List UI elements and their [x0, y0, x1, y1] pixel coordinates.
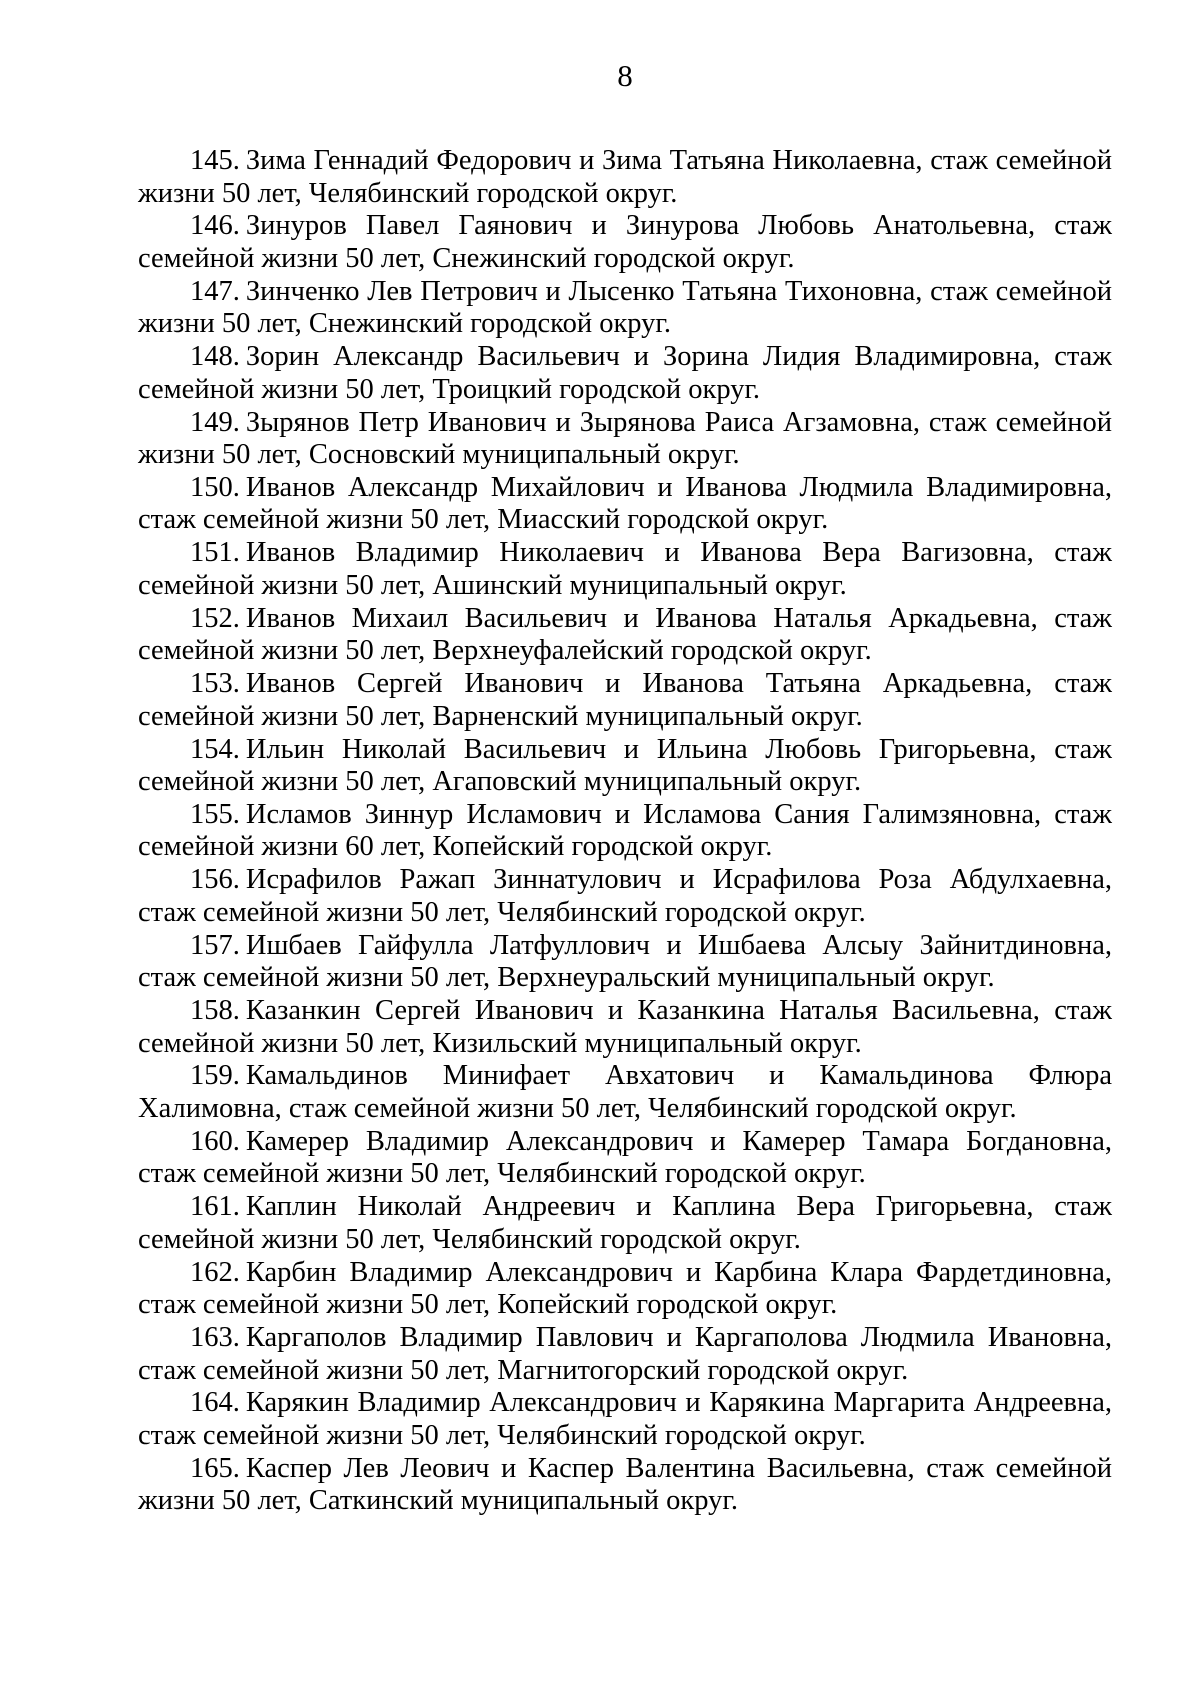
list-item — [138, 1060, 1112, 1125]
item-number: 148. — [190, 341, 240, 373]
item-number: 155. — [190, 798, 240, 830]
item-number: 153. — [190, 668, 240, 700]
item-text: Каплин Николай Андреевич и Каплина Вера Григорьевна, стаж семейной жизни 50 лет, Челябинский городской округ. — [138, 1191, 1112, 1255]
item-number: 152. — [190, 602, 240, 634]
item-number: 146. — [190, 210, 240, 242]
item-text: Зинуров Павел Гаянович и Зинурова Любовь Анатольевна, стаж семейной жизни 50 лет, Снежинский городской округ. — [138, 210, 1112, 274]
list-item — [138, 799, 1112, 864]
list-item — [138, 930, 1112, 995]
item-number: 159. — [190, 1060, 240, 1092]
list-item — [138, 407, 1112, 472]
list-item — [138, 472, 1112, 537]
item-number: 162. — [190, 1256, 240, 1288]
item-number: 156. — [190, 864, 240, 896]
list-item — [138, 1257, 1112, 1322]
list-item — [138, 1191, 1112, 1256]
item-text: Иванов Сергей Иванович и Иванова Татьяна Аркадьевна, стаж семейной жизни 50 лет, Варненский муниципальный округ. — [138, 668, 1112, 732]
item-number: 157. — [190, 929, 240, 961]
list-item — [138, 864, 1112, 929]
item-text: Карбин Владимир Александрович и Карбина Клара Фардетдиновна, стаж семейной жизни 50 лет, Копейский городской округ. — [138, 1256, 1112, 1321]
list-item — [138, 341, 1112, 406]
list-item — [138, 603, 1112, 668]
list-item — [138, 1453, 1112, 1518]
item-text: Карякин Владимир Александрович и Карякина Маргарита Андреевна, стаж семейной жизни 50 лет, Челябинский городской округ. — [138, 1387, 1112, 1451]
list-item — [138, 1387, 1112, 1452]
item-number: 151. — [190, 537, 240, 569]
item-text: Каспер Лев Леович и Каспер Валентина Васильевна, стаж семейной жизни 50 лет, Саткинский муниципальный округ. — [138, 1452, 1112, 1517]
item-text: Иванов Владимир Николаевич и Иванова Вера Вагизовна, стаж семейной жизни 50 лет, Ашинский муниципальный округ. — [138, 537, 1112, 601]
page-number: 8 — [617, 58, 633, 93]
list-item — [138, 145, 1112, 210]
item-text: Зорин Александр Васильевич и Зорина Лидия Владимировна, стаж семейной жизни 50 лет, Троицкий городской округ. — [138, 341, 1112, 405]
list-item — [138, 276, 1112, 341]
item-number: 160. — [190, 1125, 240, 1157]
list-item — [138, 210, 1112, 275]
list-item — [138, 1322, 1112, 1387]
item-text: Зима Геннадий Федорович и Зима Татьяна Николаевна, стаж семейной жизни 50 лет, Челябинский городской округ. — [138, 145, 1112, 209]
item-text: Зинченко Лев Петрович и Лысенко Татьяна Тихоновна, стаж семейной жизни 50 лет, Снежинский городской округ. — [138, 275, 1112, 340]
list-item — [138, 734, 1112, 799]
item-text: Ишбаев Гайфулла Латфуллович и Ишбаева Алсыу Зайнитдиновна, стаж семейной жизни 50 лет, Верхнеуральский муниципальный округ. — [138, 929, 1112, 994]
item-number: 161. — [190, 1191, 240, 1223]
item-number: 147. — [190, 275, 240, 307]
item-text: Зырянов Петр Иванович и Зырянова Раиса Агзамовна, стаж семейной жизни 50 лет, Сосновский муниципальный округ. — [138, 406, 1112, 471]
item-text: Каргаполов Владимир Павлович и Каргаполова Людмила Ивановна, стаж семейной жизни 50 лет, Магнитогорский городской округ. — [138, 1322, 1112, 1386]
item-text: Камерер Владимир Александрович и Камерер Тамара Богдановна, стаж семейной жизни 50 лет, Челябинский городской округ. — [138, 1125, 1112, 1190]
item-text: Казанкин Сергей Иванович и Казанкина Наталья Васильевна, стаж семейной жизни 50 лет, Кизильский муниципальный округ. — [138, 995, 1112, 1059]
item-number: 145. — [190, 145, 240, 176]
item-text: Камальдинов Минифает Авхатович и Камальдинова Флюра Халимовна, стаж семейной жизни 50 лет, Челябинский городской округ. — [138, 1060, 1112, 1124]
item-number: 163. — [190, 1322, 240, 1354]
item-text: Ильин Николай Васильевич и Ильина Любовь Григорьевна, стаж семейной жизни 50 лет, Агаповский муниципальный округ. — [138, 733, 1112, 798]
list-item — [138, 668, 1112, 733]
item-number: 149. — [190, 406, 240, 438]
item-text: Иванов Михаил Васильевич и Иванова Наталья Аркадьевна, стаж семейной жизни 50 лет, Верхнеуфалейский городской округ. — [138, 602, 1112, 667]
list-item — [138, 995, 1112, 1060]
item-text: Иванов Александр Михайлович и Иванова Людмила Владимировна, стаж семейной жизни 50 лет, Миасский городской округ. — [138, 471, 1112, 536]
item-text: Исрафилов Ражап Зиннатулович и Исрафилова Роза Абдулхаевна, стаж семейной жизни 50 лет, Челябинский городской округ. — [138, 864, 1112, 928]
item-number: 154. — [190, 733, 240, 765]
item-number: 150. — [190, 471, 240, 503]
list-item — [138, 1126, 1112, 1191]
list-item — [138, 537, 1112, 602]
item-number: 165. — [190, 1452, 240, 1484]
item-number: 158. — [190, 995, 240, 1027]
entry-list — [138, 145, 1112, 1518]
item-number: 164. — [190, 1387, 240, 1419]
item-text: Исламов Зиннур Исламович и Исламова Сания Галимзяновна, стаж семейной жизни 60 лет, Копейский городской округ. — [138, 798, 1112, 863]
